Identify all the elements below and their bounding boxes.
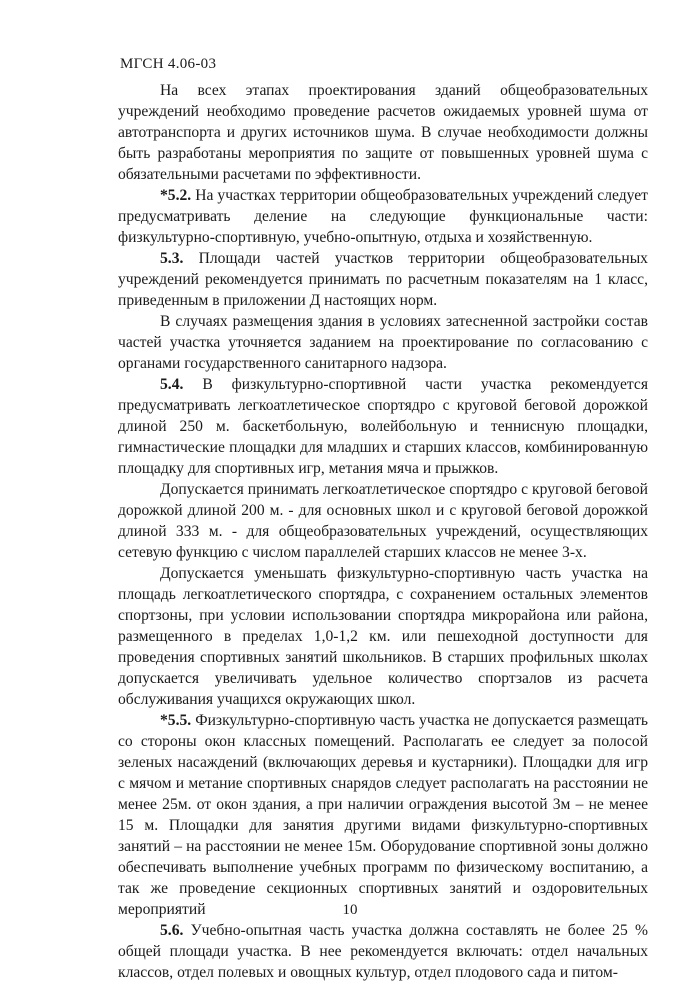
paragraph-text: На всех этапах проектирования зданий общеобразовательных учреждений необходимо проведение расчетов ожидаемых уровней шума от автотранспорта и других источников шума. В случае необходимости должны быть разработаны мероприятия по защите от повышенных уровней шума с обязательными расчетами по эффективности. (118, 82, 648, 183)
paragraph-5-5 (118, 710, 648, 920)
document-code-header: МГСН 4.06-03 (120, 56, 217, 72)
paragraph-5-4-cont-1 (118, 479, 648, 563)
paragraph-5-3-cont (118, 311, 648, 374)
paragraph-5-3 (118, 248, 648, 311)
paragraph-5-4 (118, 374, 648, 479)
page-number: 10 (342, 902, 358, 918)
paragraph-text: Площади частей участков территории общеобразовательных учреждений рекомендуется принимать по расчетным показателям на 1 класс, приведенным в приложении Д настоящих норм. (118, 250, 648, 309)
paragraph-text: Допускается уменьшать физкультурно-спортивную часть участка на площадь легкоатлетического спортядра, с сохранением остальных элементов спортзоны, при условии использовании спортядра микрорайона или района, размещенного в пределах 1,0-1,2 км. или пешеходной доступности для проведения спортивных занятий школьников. В старших профильных школах допускается увеличивать удельное количество спортзалов из расчета обслуживания учащихся окружающих школ. (118, 565, 648, 708)
paragraph-text: Допускается принимать легкоатлетическое спортядро с круговой беговой дорожкой длиной 200 м. - для основных школ и с круговой беговой дорожкой длиной 333 м. - для общеобразовательных учреждений, осуществляющих сетевую функцию с числом параллелей старших классов не менее 3-х. (118, 481, 648, 561)
paragraph-text: Учебно-опытная часть участка должна составлять не более 25 % общей площади участка. В нее рекомендуется включать: отдел начальных классов, отдел полевых и овощных культур, отдел плодового сада и питом- (118, 922, 649, 981)
paragraph-5-4-cont-2 (118, 563, 648, 710)
paragraph-text: На участках территории общеобразовательных учреждений следует предусматривать деление на следующие функциональные части: физкультурно-спортивную, учебно-опытную, отдыха и хозяйственную. (118, 187, 648, 246)
paragraph-number: 5.6. (160, 922, 184, 939)
paragraph-number: 5.4. (160, 376, 184, 393)
paragraph-text: В случаях размещения здания в условиях затесненной застройки состав частей участка уточняется заданием на проектирование по согласованию с органами государственного санитарного надзора. (118, 313, 648, 372)
paragraph-text: Физкультурно-спортивную часть участка не допускается размещать со стороны окон классных помещений. Располагать ее следует за полосой зеленых насаждений (включающих деревья и кустарники). Площадки для игр с мячом и метание спортивных снарядов следует располагать на расстоянии не менее 25м. от окон здания, а при наличии ограждения высотой 3м – не менее 15 м. Площадки для занятия другими видами физкультурно-спортивных занятий – на расстоянии не менее 15м. Оборудование спортивной зоны должно обеспечивать выполнение учебных программ по физическому воспитанию, а так же проведение секционных спортивных занятий и оздоровительных мероприятий (118, 712, 649, 918)
paragraph-number: 5.3. (160, 250, 184, 267)
paragraph-text: В физкультурно-спортивной части участка рекомендуется предусматривать легкоатлетическое спортядро с круговой беговой дорожкой длиной 250 м. баскетбольную, волейбольную и теннисную площадки, гимнастические площадки для младших и старших классов, комбинированную площадку для спортивных игр, метания мяча и прыжков. (118, 376, 649, 477)
paragraph-number: *5.5. (160, 712, 192, 729)
paragraph-noise-intro (118, 80, 648, 185)
paragraph-5-6 (118, 920, 648, 983)
paragraph-number: *5.2. (160, 187, 192, 204)
document-body (118, 80, 648, 983)
paragraph-5-2 (118, 185, 648, 248)
